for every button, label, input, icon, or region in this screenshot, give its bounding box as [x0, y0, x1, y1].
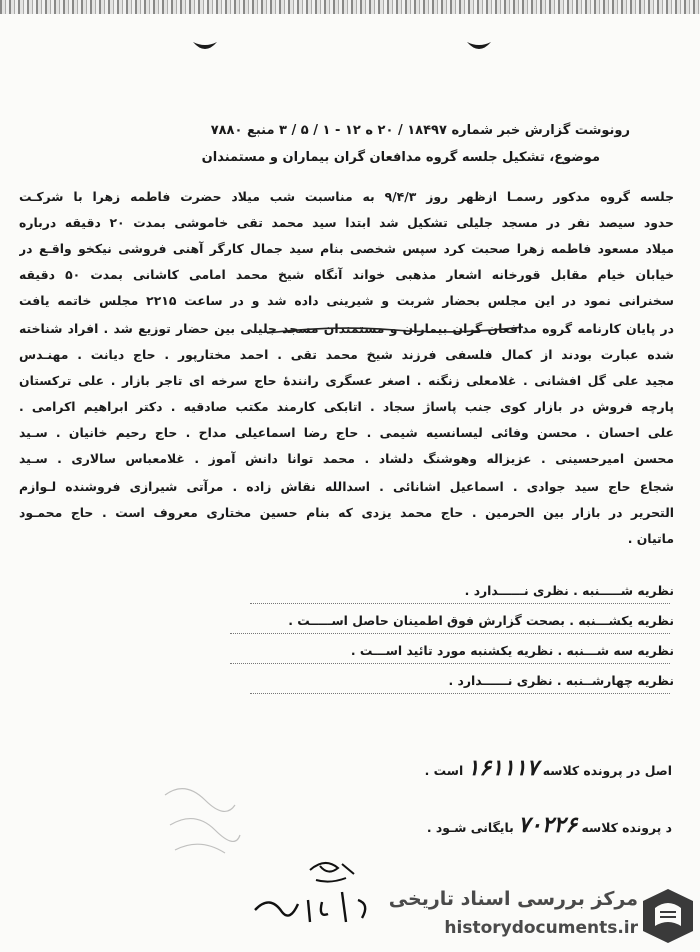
body-line: شده عبارت بودند از کمال فلسفی فرزند شیخ محمد تقی . احمد مختارپور . حاج دیانت . مهنـدس [19, 347, 674, 362]
body-line: محسن امیرحسینی . عزیزاله وهوشنگ دلشاد . محمد توانا دانش آموز . غلامعباس سالاری . سـید [19, 451, 674, 466]
subject-line: موضوع، تشکیل جلسه گروه مدافعان گران بیماران و مستمندان [201, 150, 600, 165]
body-line: مجید علی گل افشانی . غلامعلی زنگنه . اصغر عسگری رانندۀ حاج سرخه ای تاجر بازار . علی ترکستان [19, 373, 674, 388]
dotted-rule [250, 693, 670, 694]
body-line: در پایان کارنامه گروه مدافعان گران بیماران و مستمندان مسجد جلیلی بین حضار توزیع شد . افراد شناخته [19, 321, 674, 336]
dotted-rule [230, 633, 670, 634]
copy-file-suffix: بایگانی شـود . [426, 820, 514, 835]
opinion-tuesday: نظریه سه شـــنبه . نظریه یکشنبه مورد تائید اســـت . [350, 643, 674, 658]
opinion-sunday: نظریه یکشـــنبه . بصحت گزارش فوق اطمینان حاصل اســـــت . [288, 613, 674, 628]
copy-file-prefix: د پرونده کلاسه [581, 820, 672, 835]
body-line: ماتیان . [627, 531, 674, 546]
reference-line: رونوشت گزارش خبر شماره ۱۸۴۹۷ / ۲۰ ه ۱۲ - ۱ / ۵ / ۳ منبع ۷۸۸۰ [210, 123, 630, 138]
watermark-text-fa: مرکز بررسی اسناد تاریخی [388, 888, 638, 910]
body-line: شجاع حاج سید جوادی . اسماعیل اشانائی . اسدالله نقاش زاده . مرآتی شیرازی فروشنده لـوازم [19, 479, 674, 494]
archive-logo-icon [640, 886, 696, 946]
dotted-rule [230, 663, 670, 664]
archive-watermark [388, 880, 700, 952]
original-file-line [425, 755, 672, 781]
scan-top-edge [0, 0, 700, 14]
body-line: سخنرانی نمود در این مجلس بحضار شربت و شیرینی داده شد و در ساعت ۲۲۱۵ مجلس خاتمه یافت [19, 293, 674, 308]
punch-hole-left [192, 40, 218, 54]
original-file-suffix: است . [424, 763, 464, 778]
body-line: حدود سیصد نفر در مسجد جلیلی تشکیل شد ابتدا سید محمد تقی خاموشی بمدت ۲۰ دقیقه درباره [19, 215, 674, 230]
punch-hole-right [466, 40, 492, 54]
original-file-prefix: اصل در پرونده کلاسه [542, 763, 672, 778]
copy-file-line [427, 812, 672, 838]
watermark-text-en: historydocuments.ir [444, 918, 638, 938]
opinion-wednesday: نظریه چهارشــنبه . نظری نــــــدارد . [448, 673, 674, 688]
body-line: پارچه فروش در بازار کوی جنب پاساژ سجاد . اتابکی کارمند مکتب صادقیه . دکتر ابراهیم اکرامی . [19, 399, 674, 414]
copy-file-number: ۷۰۲۲۶ [518, 812, 578, 838]
original-file-number: ۱۶۱۱۱۷ [467, 755, 539, 781]
body-line: جلسه گروه مدکور رسمـا ازظهر روز ۹/۴/۳ به مناسبت شب میلاد حضرت فاطمه زهرا با شرکـت [19, 189, 674, 204]
opinion-saturday: نظریه شـــــنبه . نظری نــــــدارد . [464, 583, 674, 598]
dotted-rule [250, 603, 670, 604]
handwritten-underline [265, 323, 525, 337]
body-line: التحریر در بازار بین الحرمین . حاج محمد یزدی که بنام حسین مختاری معروف است . حاج محمـود [19, 505, 674, 520]
body-line: علی احسان . محسن وفائی لیسانسیه شیمی . حاج رضا اسماعیلی مداح . حاج رحیم خانیان . سـید [19, 425, 674, 440]
faint-handwriting [155, 775, 245, 865]
body-line: خیابان خیام مقابل قورخانه اشعار مذهبی خواند آنگاه شیخ محمد امامی کاشانی بمدت ۵۰ دقیقه [19, 267, 674, 282]
body-line: میلاد مسعود فاطمه زهرا صحبت کرد سپس شخصی بنام سید جمال کارگر آهنی فروشی نیکخو واقـع در [19, 241, 674, 256]
